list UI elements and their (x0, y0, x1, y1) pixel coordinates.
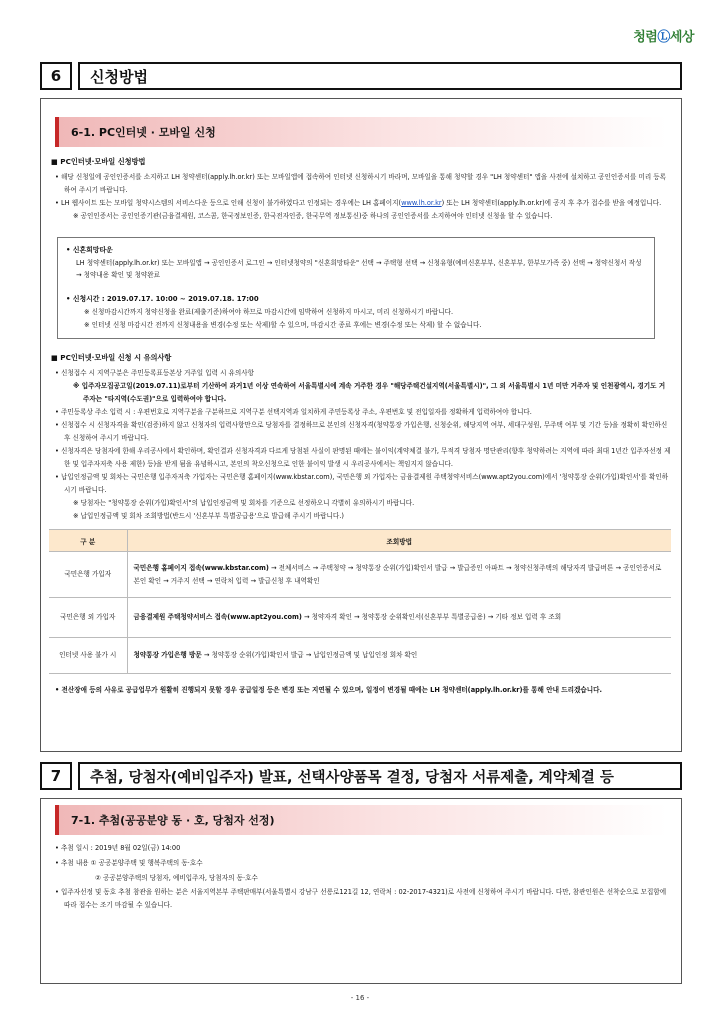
method-title: ■ PC인터넷·모바일 신청방법 (51, 157, 681, 167)
caution-note-3: ※ 납입인정금액 및 회차 조회방법(반드시 '신혼부부 특별공급용'으로 발급해 주시기 바랍니다.) (73, 510, 669, 523)
box-label-apply-time: • 신청시간 : 2019.07.17. 10:00 ~ 2019.07.18. 17:00 (66, 293, 654, 306)
table-row (49, 638, 671, 674)
table-header: 구 분 (49, 530, 127, 552)
caution-bullet-3: • 신청접수 시 신청자격을 확인(검증)하지 않고 신청자의 입력사항만으로 당첨자를 결정하므로 본인의 신청자격(청약통장 가입은행, 신청순위, 해당지역 여부, 세대구성원, 무주택 여부 및 기간 등)을 정확히 확인하신 후 신청하여 주시기 바랍니다. (55, 419, 671, 445)
apply-time-note-1: ※ 신청마감시간까지 청약신청을 완료(제출기준)하여야 하므로 마감시간에 임박하여 신청하지 마시고, 미리 신청하시기 바랍니다. (84, 306, 642, 319)
apply-procedure-box (57, 237, 655, 339)
apply-time-note-2: ※ 인터넷 신청 마감시간 전까지 신청내용을 변경(수정 또는 삭제)할 수 있으며, 마감시간 종료 후에는 변경(수정 또는 삭제) 할 수 없습니다. (84, 319, 642, 332)
table-cell: 국민은행 외 가입자 (49, 598, 127, 638)
caution-bullet-1: • 신청접수 시 지역구분은 주민등록표등본상 거주일 입력 시 유의사항 (55, 367, 671, 380)
method-bullet-1: • 해당 신청일에 공인인증서를 소지하고 LH 청약센터(apply.lh.or.kr) 또는 모바일앱에 접속하여 인터넷 신청하시기 바라며, 모바일을 통해 청약할 경우 "LH 청약센터" 앱을 사전에 설치하고 공인인증서를 미리 등록하여 주시기 바랍니다. (55, 171, 671, 197)
subsection-title: 7-1. 추첨(공공분양 동 · 호, 당첨자 선정) (55, 805, 667, 835)
attend-info: • 입주자선정 및 동호 추첨 참관을 원하는 분은 서울지역본부 주택판매부(서울특별시 강남구 선릉로121길 12, 연락처 : 02-2017-4321)로 사전에 신청하여 주시기 바랍니다. 다만, 참관인원은 선착순으로 모집함에 따라 접수는 조기 마감될 수 있습니다. (55, 886, 671, 912)
section-6-header (40, 62, 682, 90)
table-cell: 국민은행 가입자 (49, 552, 127, 598)
caution-bullet-4: • 신청자격은 당첨자에 한해 우리공사에서 확인하며, 확인결과 신청자격과 다르게 당첨된 사실이 판명된 때에는 불이익(계약체결 불가, 무적격 당첨자 명단관리(향후 청약하려는 지역에 따라 최대 1년간 입주자선정 제한 및 입주자저축 사용 제한) 등)을 받게 됨을 유념하시고, 본인의 착오신청으로 인한 불이익 발생 시 우리공사에서는 책임지지 않습니다. (55, 445, 671, 471)
method-bullet-2: • LH 웹사이트 또는 모바일 청약시스템의 서비스다운 등으로 인해 신청이 불가하였다고 인정되는 경우에는 LH 홈페이지(www.lh.or.kr) 또는 LH 청약센터(apply.lh.or.kr)에 공지 후 추가 접수를 받을 예정입니다. (55, 197, 671, 210)
caution-bullet-5: • 납입인정금액 및 회차는 국민은행 입주자저축 가입자는 국민은행 홈페이지(www.kbstar.com), 국민은행 외 가입자는 금융결제원 주택청약서비스(www.apt2you.com)에서 '청약통장 순위(가입)확인서'를 확인하시기 바랍니다. (55, 471, 671, 497)
caution-bullet-2: • 주민등록상 주소 입력 시 : 우편번호로 지역구분을 구분하므로 지역구분 선택지역과 일치하게 주민등록상 주소, 우편번호 및 전입일자를 정확하게 입력하여야 합니다. (55, 406, 671, 419)
table-cell: 금융결제원 주택청약서비스 접속(www.apt2you.com) → 청약자격 확인 → 청약통장 순위확인서(신혼부부 특별공급용) → 기타 정보 입력 후 조회 (127, 598, 671, 638)
draw-content-2: ② 공공분양주택의 당첨자, 예비입주자, 당첨자의 동·호수 (95, 874, 258, 882)
page-number: - 16 - (350, 994, 370, 1002)
subsection-title: 6-1. PC인터넷 · 모바일 신청 (55, 117, 667, 147)
section-title: 신청방법 (78, 62, 682, 90)
caution-title: ■ PC인터넷·모바일 신청 시 유의사항 (51, 353, 681, 363)
draw-content: • 추첨 내용 ① 공공분양주택 및 행복주택의 동·호수 (55, 856, 671, 871)
section-6-content (40, 98, 682, 752)
caution-note-2: ※ 당첨자는 "청약통장 순위(가입)확인서"의 납입인정금액 및 회차를 기준으로 선정하오니 각별히 유의하시기 바랍니다. (73, 497, 669, 510)
section-7-header (40, 762, 682, 790)
final-notice: • 전산장애 등의 사유로 공급업무가 원활히 진행되지 못할 경우 공급일정 등은 변경 또는 지연될 수 있으며, 일정이 변경될 때에는 LH 청약센터(apply.lh.or.kr)를 통해 안내 드리겠습니다. (55, 684, 671, 697)
table-row (49, 552, 671, 598)
table-cell: 국민은행 홈페이지 접속(www.kbstar.com) → 전체서비스 → 주택청약 → 청약통장 순위(가입)확인서 발급 → 발급증인 아파트 → 청약신청주택의 해당자격 발급버튼 → 공인인증서로 본인 확인 → 거주지 선택 → 연락처 입력 → 발급신청 후 내역확인 (127, 552, 671, 598)
section-number: 7 (40, 762, 72, 790)
section-7-content (40, 798, 682, 984)
lh-homepage-link[interactable]: www.lh.or.kr (401, 199, 442, 207)
table-cell: 청약통장 가입은행 방문 → 청약통장 순위(가입)확인서 발급 → 납입인정금액 및 납입인정 회차 확인 (127, 638, 671, 674)
box-label-hope-town: • 신혼희망타운 (66, 244, 654, 257)
inquiry-method-table (49, 529, 671, 674)
section-number: 6 (40, 62, 72, 90)
cert-note: ※ 공인인증서는 공인인증기관(금융결제원, 코스콤, 한국정보인증, 한국전자인증, 한국무역 정보통신)중 하나의 공인인증서를 소지하여야 인터넷 신청을 할 수 있습니다. (73, 210, 669, 223)
table-header: 조회방법 (127, 530, 671, 552)
table-row (49, 598, 671, 638)
table-cell: 인터넷 사용 불가 시 (49, 638, 127, 674)
logo: 청렴Ⓛ세상 (633, 30, 694, 45)
caution-note-1: ※ 입주자모집공고일(2019.07.11)로부터 기산하여 과거1년 이상 연속하여 서울특별시에 계속 거주한 경우 "해당주택건설지역(서울특별시)", 그 외 서울특별시 1년 미만 거주자 및 인천광역시, 경기도 거주자는 "타지역(수도권)"으로 입력하여야 합니다. (73, 380, 669, 406)
box-procedure-text: LH 청약센터(apply.lh.or.kr) 또는 모바일앱 → 공인인증서 로그인 → 인터넷청약의 "신혼희망타운" 선택 → 주택형 선택 → 신청유형(예비신혼부부, 신혼부부, 한부모가족 중) 선택 → 청약신청서 작성 → 청약내용 확인 및 청약완료 (76, 259, 642, 279)
draw-date: • 추첨 일시 : 2019년 8월 02일(금) 14:00 (55, 841, 671, 856)
section-title: 추첨, 당첨자(예비입주자) 발표, 선택사양품목 결정, 당첨자 서류제출, 계약체결 등 (78, 762, 682, 790)
